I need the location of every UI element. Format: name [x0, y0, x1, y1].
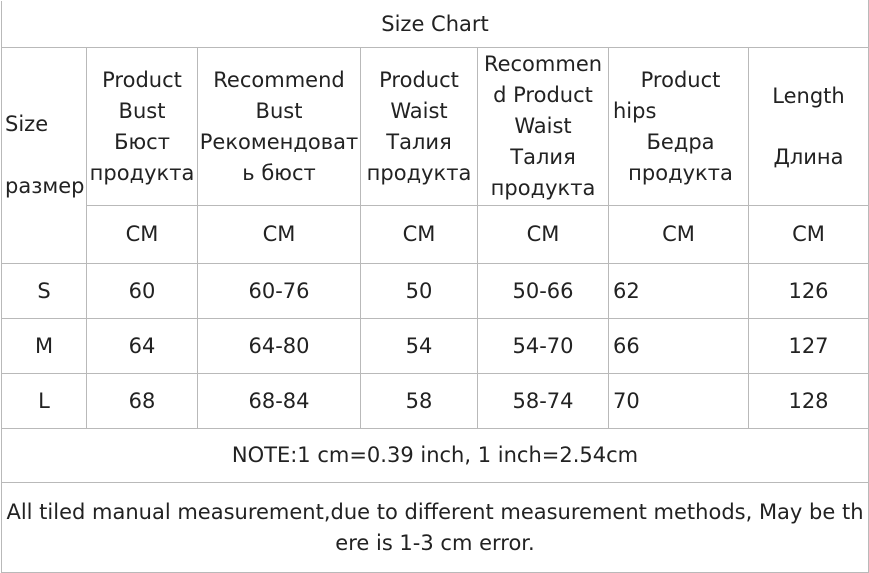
recommend-waist-cell: 58-74 [478, 374, 609, 429]
conversion-note: NOTE:1 cm=0.39 inch, 1 inch=2.54cm [2, 429, 869, 483]
unit-cell: CM [609, 206, 749, 264]
unit-cell: CM [361, 206, 478, 264]
chart-title: Size Chart [2, 1, 869, 48]
header-size: Size размер [2, 48, 87, 264]
title-row [2, 1, 869, 48]
measurement-disclaimer: All tiled manual measurement,due to different measurement methods, May be there is 1-3 cm error. [2, 483, 869, 573]
unit-row [2, 206, 869, 264]
table-row [2, 264, 869, 319]
size-cell: S [2, 264, 87, 319]
size-cell: L [2, 374, 87, 429]
product-bust-cell: 60 [87, 264, 198, 319]
table-row [2, 374, 869, 429]
note-row [2, 429, 869, 483]
length-cell: 128 [749, 374, 869, 429]
length-cell: 126 [749, 264, 869, 319]
size-cell: M [2, 319, 87, 374]
recommend-waist-cell: 54-70 [478, 319, 609, 374]
unit-cell: CM [749, 206, 869, 264]
recommend-waist-cell: 50-66 [478, 264, 609, 319]
product-hips-cell: 62 [609, 264, 749, 319]
recommend-bust-cell: 60-76 [198, 264, 361, 319]
product-bust-cell: 68 [87, 374, 198, 429]
product-hips-cell: 66 [609, 319, 749, 374]
product-waist-cell: 58 [361, 374, 478, 429]
recommend-bust-cell: 64-80 [198, 319, 361, 374]
header-recommend-waist: Recommen d Product Waist Талия продукта [478, 48, 609, 206]
size-chart-table [1, 0, 869, 573]
product-waist-cell: 54 [361, 319, 478, 374]
header-row [2, 48, 869, 206]
header-product-hips [609, 48, 749, 206]
unit-cell: CM [478, 206, 609, 264]
unit-cell: CM [87, 206, 198, 264]
header-product-hips-line2: hips [613, 98, 657, 123]
header-length [749, 48, 869, 206]
header-product-waist: Product Waist Талия продукта [361, 48, 478, 206]
header-product-hips-line4: продукта [628, 160, 733, 185]
unit-cell: CM [198, 206, 361, 264]
product-hips-cell: 70 [609, 374, 749, 429]
header-product-bust: Product Bust Бюст продукта [87, 48, 198, 206]
header-product-hips-line1: Product [640, 67, 721, 92]
header-length-line1: Length [772, 83, 845, 108]
header-product-hips-line3: Бедра [646, 129, 715, 154]
length-cell: 127 [749, 319, 869, 374]
product-bust-cell: 64 [87, 319, 198, 374]
header-length-line2: Длина [773, 144, 844, 169]
product-waist-cell: 50 [361, 264, 478, 319]
table-row [2, 319, 869, 374]
header-recommend-bust: Recommend Bust Рекомендоват ь бюст [198, 48, 361, 206]
recommend-bust-cell: 68-84 [198, 374, 361, 429]
footer-row [2, 483, 869, 573]
